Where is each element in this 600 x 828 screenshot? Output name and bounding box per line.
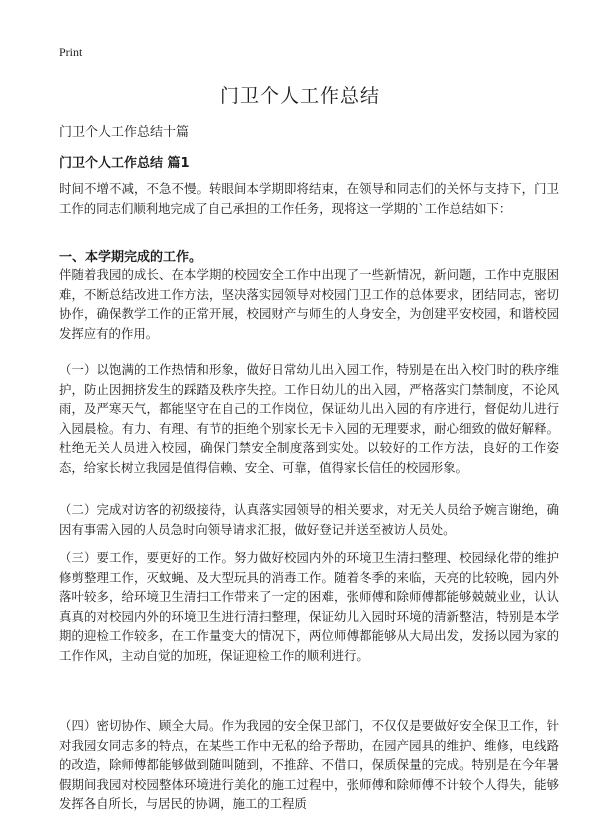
section-title: 门卫个人工作总结 篇1 <box>59 156 190 171</box>
paragraph-item-1: （一）以饱满的工作热情和形象，做好日常幼儿出入园工作，特别是在出入校门时的秩序维护，防止因拥挤发生的踩踏及秩序失控。工作日幼儿的出入园，严格落实门禁制度，不论风雨，及严寒天气，都能坚守在自己的工作岗位，保证幼儿出入园的有序进行，督促幼儿进行入园晨检。有力、有理、有节的拒绝个别家长无卡入园的无理要求，耐心细致的做好解释。杜绝无关人员进入校园，确保门禁安全制度落到实处。以较好的工作方法，良好的工作姿态，给家长树立我园是值得信赖、安全、可靠，值得家长信任的校园形象。 <box>59 362 559 475</box>
heading-completed-work: 一、本学期完成的工作。 <box>59 250 203 265</box>
page-title: 门卫个人工作总结 <box>219 85 380 107</box>
paragraph-item-4: （四）密切协作、顾全大局。作为我园的安全保卫部门，不仅仅是要做好安全保卫工作，针对我园女同志多的特点，在某些工作中无私的给予帮助，在园产园具的维护、维修，电线路的改造，除师傅都能够做到随叫随到，不推辞、不借口，保质保量的完成。特别是在今年暑假期间我园对校园整体环境进行美化的施工过程中，张师傅和除师傅不计较个人得失，能够发挥各自所长，与居民的协调，施工的工程质 <box>59 718 559 812</box>
print-label[interactable]: Print <box>59 45 83 59</box>
intro-paragraph: 时间不增不减，不急不慢。转眼间本学期即将结束，在领导和同志们的关怀与支持下，门卫工作的同志们顺利地完成了自己承担的工作任务，现将这一学期的`工作总结如下： <box>59 181 559 216</box>
paragraph-item-2: （二）完成对访客的初级接待，认真落实园领导的相关要求，对无关人员给予婉言谢绝，确因有事需入园的人员急时向领导请求汇报，做好登记并送至被访人员处。 <box>59 502 559 537</box>
document-subtitle: 门卫个人工作总结十篇 <box>59 125 190 140</box>
paragraph-overview: 伴随着我园的成长、在本学期的校园安全工作中出现了一些新情况，新问题，工作中克服困难，不断总结改进工作方法，坚决落实园领导对校园门卫工作的总体要求，团结同志，密切协作，确保教学工作的正常开展，校园财产与师生的人身安全，为创建平安校园，和谐校园发挥应有的作用。 <box>59 267 559 341</box>
paragraph-item-3: （三）要工作，要更好的工作。努力做好校园内外的环境卫生清扫整理、校园绿化带的维护修剪整理工作，灭蚊蝇、及大型玩具的消毒工作。随着冬季的来临，天亮的比较晚，园内外落叶较多，给环境卫生清扫工作带来了一定的困难，张师傅和除师傅都能够兢兢业业，认认真真的对校园内外的环境卫生进行清扫整理，保证幼儿入园时环境的清新整洁，特别是本学期的迎检工作较多，在工作量变大的情况下，两位师傅都能够从大局出发，发扬以园为家的工作作风，主动自觉的加班，保证迎检工作的顺利进行。 <box>59 550 559 663</box>
